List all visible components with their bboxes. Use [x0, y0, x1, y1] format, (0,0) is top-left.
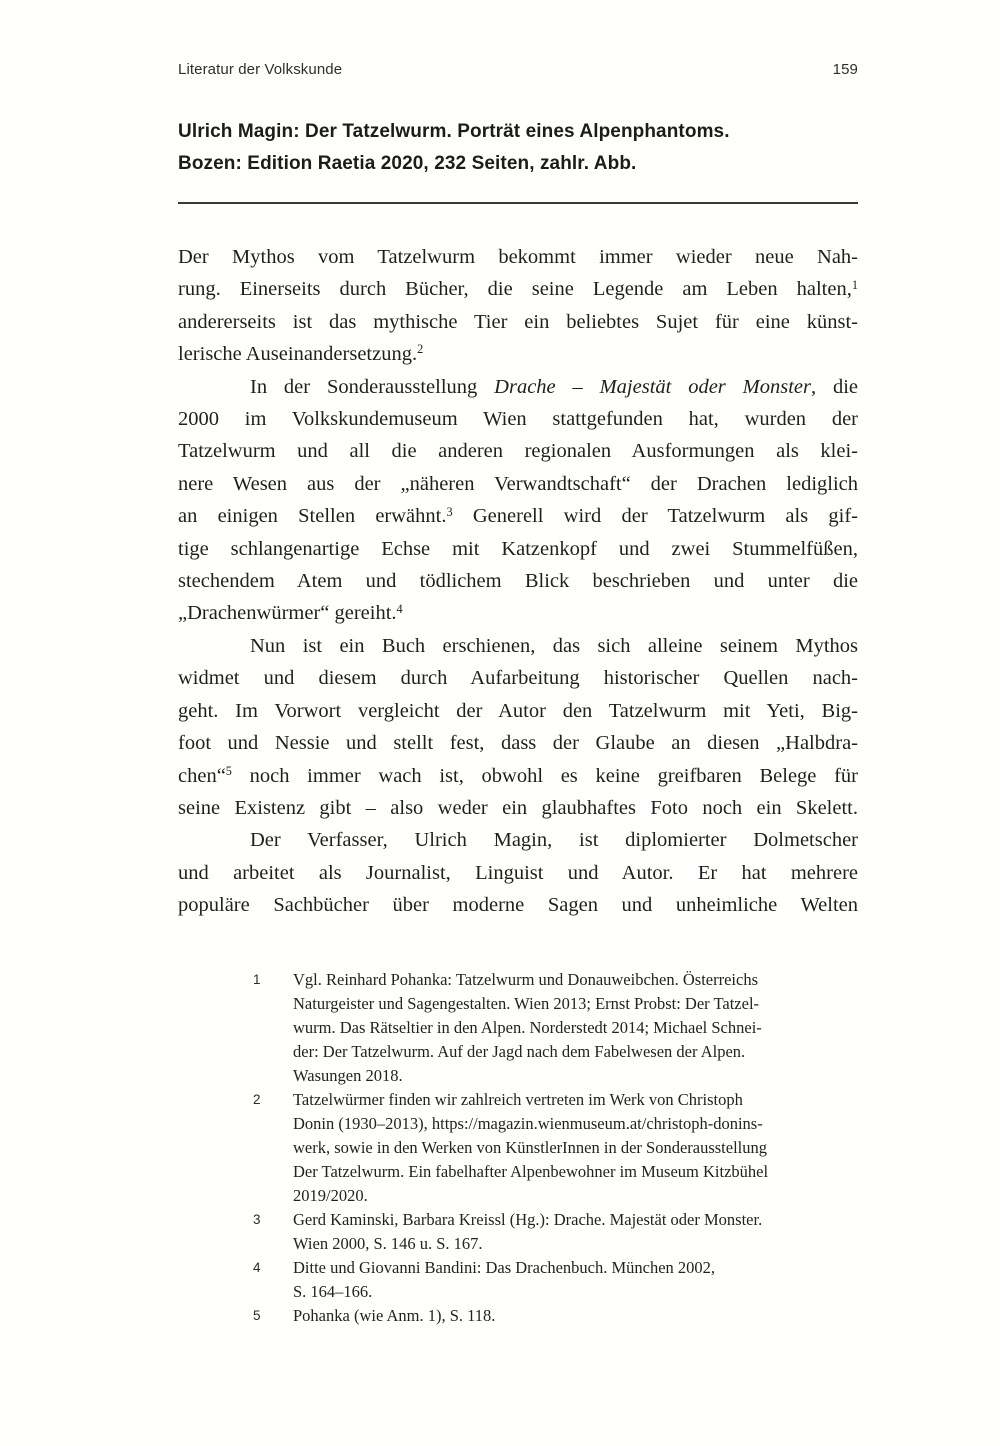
body-line — [178, 273, 858, 305]
footnote-line: Naturgeister und Sagengestalten. Wien 2013; Ernst Probst: Der Tatzel- — [293, 993, 760, 1013]
text-run: lerische Auseinandersetzung. — [178, 343, 418, 366]
footnote-line: Der Tatzelwurm. Ein fabelhafter Alpenbewohner im Museum Kitzbühel — [293, 1161, 769, 1181]
text-run: rung. Einerseits durch Bücher, die seine Legende am Leben halten, — [178, 278, 852, 301]
footnote-line: Pohanka (wie Anm. 1), S. 118. — [293, 1305, 496, 1325]
body-line — [178, 533, 858, 565]
footnote-number: 3 — [253, 1211, 261, 1227]
body-line — [178, 662, 858, 694]
page-header — [178, 60, 858, 80]
text-run: , die — [810, 375, 858, 398]
paragraph — [178, 241, 858, 371]
footnote-text — [293, 1088, 858, 1208]
body-line — [178, 889, 858, 921]
footnote-line: 2019/2020. — [293, 1185, 368, 1205]
review-title-line1: Ulrich Magin: Der Tatzelwurm. Porträt eines Alpenphantoms. — [178, 121, 730, 142]
body-line — [178, 403, 858, 435]
footnote-line: Ditte und Giovanni Bandini: Das Drachenbuch. München 2002, — [293, 1257, 716, 1277]
body-line — [178, 500, 858, 532]
body-line — [178, 597, 858, 629]
text-run: populäre Sachbücher über moderne Sagen und unheimliche Welten — [178, 894, 858, 917]
text-run: noch immer wach ist, obwohl es keine greifbaren Belege für — [231, 764, 858, 787]
text-run: Drache – Majestät oder Monster — [494, 375, 811, 398]
body-line — [178, 435, 858, 467]
body-line — [178, 338, 858, 370]
review-title — [178, 116, 858, 180]
footnote-line: wurm. Das Rätseltier in den Alpen. Norderstedt 2014; Michael Schnei- — [293, 1017, 762, 1037]
text-run: geht. Im Vorwort vergleicht der Autor den Tatzelwurm mit Yeti, Big- — [178, 699, 858, 722]
footnote-line: Donin (1930–2013), https://magazin.wienmuseum.at/christoph-donins- — [293, 1113, 763, 1133]
text-run: Der Mythos vom Tatzelwurm bekommt immer wieder neue Nah- — [178, 246, 858, 268]
footnote-line: Wien 2000, S. 146 u. S. 167. — [293, 1233, 483, 1253]
text-run: 2000 im Volkskundemuseum Wien stattgefunden hat, wurden der — [178, 408, 858, 431]
footnote-number: 2 — [253, 1091, 261, 1107]
body-text — [178, 241, 858, 922]
text-run: widmet und diesem durch Aufarbeitung historischer Quellen nach- — [178, 667, 858, 690]
footnote-line: S. 164–166. — [293, 1281, 373, 1301]
review-title-line2: Bozen: Edition Raetia 2020, 232 Seiten, zahlr. Abb. — [178, 153, 637, 174]
page-number: 159 — [832, 61, 858, 78]
text-run: seine Existenz gibt – also weder ein glaubhaftes Foto noch ein Skelett. — [178, 796, 858, 819]
footnote-ref: 1 — [851, 277, 858, 292]
footnote-ref: 4 — [396, 601, 403, 616]
text-run: Nun ist ein Buch erschienen, das sich alleine seinem Mythos — [250, 634, 858, 657]
running-head: Literatur der Volkskunde — [178, 61, 343, 78]
body-line — [178, 241, 858, 273]
footnote-text — [293, 1304, 858, 1328]
footnotes — [178, 968, 858, 1328]
text-run: nere Wesen aus der „näheren Verwandtschaft“ der Drachen lediglich — [178, 472, 858, 495]
text-run: an einigen Stellen erwähnt. — [178, 505, 447, 528]
footnote-item — [253, 968, 858, 1088]
text-run: Generell wird der Tatzelwurm als gif- — [452, 505, 858, 528]
footnote-line: Gerd Kaminski, Barbara Kreissl (Hg.): Drache. Majestät oder Monster. — [293, 1209, 763, 1229]
paragraph — [178, 824, 858, 921]
footnote-text — [293, 968, 858, 1088]
footnote-text — [293, 1256, 858, 1304]
title-rule — [178, 202, 858, 204]
footnote-line: der: Der Tatzelwurm. Auf der Jagd nach dem Fabelwesen der Alpen. — [293, 1041, 746, 1061]
footnote-ref: 2 — [417, 342, 424, 357]
body-line — [178, 792, 858, 824]
footnote-line: Tatzelwürmer finden wir zahlreich vertreten im Werk von Christoph — [293, 1089, 743, 1109]
body-line — [178, 371, 858, 403]
text-run: foot und Nessie und stellt fest, dass der Glaube an diesen „Halbdra- — [178, 732, 858, 755]
footnote-ref: 3 — [446, 504, 453, 519]
footnote-item — [253, 1304, 858, 1328]
body-line — [178, 630, 858, 662]
footnote-line: Wasungen 2018. — [293, 1065, 403, 1085]
body-line — [178, 695, 858, 727]
footnote-line: werk, sowie in den Werken von KünstlerInnen in der Sonderausstellung — [293, 1137, 768, 1157]
text-run: tige schlangenartige Echse mit Katzenkopf und zwei Stummelfüßen, — [178, 537, 858, 560]
body-line — [178, 468, 858, 500]
footnote-ref: 5 — [225, 763, 232, 778]
body-line — [178, 857, 858, 889]
text-run: chen“ — [178, 764, 226, 787]
footnote-item — [253, 1208, 858, 1256]
body-line — [178, 760, 858, 792]
text-run: „Drachenwürmer“ gereiht. — [178, 602, 397, 625]
body-line — [178, 306, 858, 338]
text-run: Tatzelwurm und all die anderen regionalen Ausformungen als klei- — [178, 440, 858, 463]
text-run: stechendem Atem und tödlichem Blick beschrieben und unter die — [178, 570, 858, 593]
footnote-number: 5 — [253, 1307, 261, 1323]
text-run: In der Sonderausstellung — [250, 375, 495, 398]
footnote-number: 4 — [253, 1259, 261, 1275]
footnote-line: Vgl. Reinhard Pohanka: Tatzelwurm und Donauweibchen. Österreichs — [293, 969, 758, 989]
body-line — [178, 565, 858, 597]
text-run: Der Verfasser, Ulrich Magin, ist diplomierter Dolmetscher — [250, 829, 858, 852]
footnote-text — [293, 1208, 858, 1256]
text-run: andererseits ist das mythische Tier ein beliebtes Sujet für eine künst- — [178, 310, 858, 333]
footnote-item — [253, 1256, 858, 1304]
body-line — [178, 727, 858, 759]
paragraph — [178, 371, 858, 630]
footnote-item — [253, 1088, 858, 1208]
text-run: und arbeitet als Journalist, Linguist und Autor. Er hat mehrere — [178, 861, 858, 884]
paragraph — [178, 630, 858, 824]
footnote-number: 1 — [253, 971, 261, 987]
body-line — [178, 824, 858, 856]
